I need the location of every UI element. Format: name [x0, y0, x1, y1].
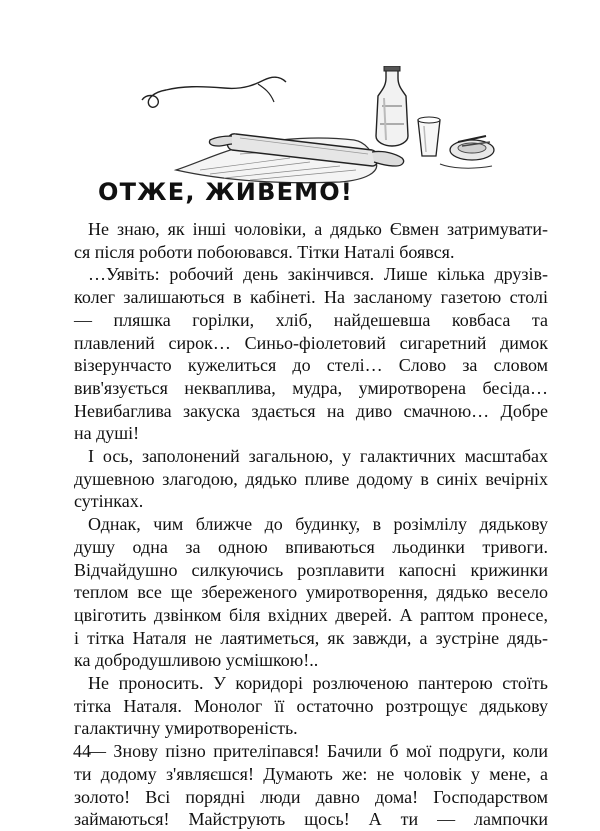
text-line: колег залишаються в кабінеті. На засланому газетою столі — [74, 287, 548, 308]
text-line: галактичну умиротвореність. — [74, 718, 298, 739]
paragraph — [74, 763, 548, 786]
paragraph — [74, 559, 548, 582]
paragraph — [74, 740, 548, 763]
text-line: ти додому з'являєшся! Думають же: не чоловік у мене, а — [74, 763, 548, 784]
paragraph — [74, 354, 548, 377]
text-line: душу одна за одною впиваються льодинки тривоги. — [74, 536, 548, 557]
text-line: вив'язується некваплива, мудра, умиротворена бесіда… — [74, 377, 548, 398]
paragraph — [74, 808, 548, 831]
text-line: на душі! — [74, 423, 140, 444]
text-line: Невибаглива закуска здається на диво смачною… Добре — [74, 400, 548, 421]
paragraph — [74, 513, 548, 536]
text-line: займаються! Майструють щось! А ти — лампочки — [74, 809, 548, 830]
paragraph — [74, 490, 548, 513]
paragraph — [74, 604, 548, 627]
text-line: золото! Всі порядні люди давно дома! Господарством — [74, 786, 548, 807]
text-line: сутінках. — [74, 491, 144, 512]
text-line: душевною злагодою, дядько пливе додому в синіх вечірніх — [74, 468, 548, 489]
text-line: теплом все ще збереженого умиротворення, дядько весело — [74, 582, 548, 603]
text-line: Відчайдушно силкуючись розплавити капосні крижинки — [74, 559, 548, 580]
paragraph — [74, 263, 548, 286]
paragraph — [74, 241, 548, 264]
text-line: ка добродушливою усмішкою!.. — [74, 650, 319, 671]
chapter-title: ОТЖЕ, ЖИВЕМО! — [98, 178, 354, 206]
decorative-swirl — [142, 77, 286, 107]
paragraph — [74, 581, 548, 604]
paragraph — [74, 649, 548, 672]
paragraph — [74, 695, 548, 718]
ashtray — [450, 136, 494, 160]
paragraph — [74, 717, 548, 740]
paragraph — [74, 422, 548, 445]
text-line: плавлений сирок… Синьо-фіолетовий сигаретний димок — [74, 332, 548, 353]
text-line: …Уявіть: робочий день закінчився. Лише кілька друзів- — [88, 264, 548, 285]
paragraph — [74, 286, 548, 309]
paragraph — [74, 786, 548, 809]
paragraph — [74, 332, 548, 355]
paragraph — [74, 218, 548, 241]
text-line: тітка Наталя. Монолог її остаточно розтрощує дядькову — [74, 695, 548, 716]
text-line: — Знову пізно прителіпався! Бачили б мої подруги, коли — [88, 741, 548, 762]
text-line: ся після роботи побоювався. Тітки Наталі боявся. — [74, 241, 455, 262]
text-line: Не проносить. У коридорі розлюченою пантерою стоїть — [88, 673, 548, 694]
paragraph — [74, 468, 548, 491]
paragraph — [74, 377, 548, 400]
text-line: візерунчасто кужелиться до стелі… Слово за словом — [74, 355, 548, 376]
paragraph — [74, 627, 548, 650]
paragraph — [74, 309, 548, 332]
paragraph — [74, 400, 548, 423]
body-text — [74, 218, 548, 831]
page-number: 44 — [73, 741, 91, 761]
bottle — [376, 66, 408, 146]
text-line: і тітка Наталя не лаятиметься, як завжди, а зустріне дядь- — [74, 627, 548, 648]
text-line: Однак, чим ближче до будинку, в розімлілу дядькову — [88, 514, 548, 535]
kitchen-table-illustration — [140, 66, 496, 184]
text-line: — пляшка горілки, хліб, найдешевша ковбаса та — [74, 309, 548, 330]
text-line: І ось, заполонений загальною, у галактичних масштабах — [88, 446, 548, 467]
paragraph — [74, 445, 548, 468]
text-line: цвіготить дзвінком біля вхідних дверей. А раптом пронесе, — [74, 604, 548, 625]
text-line: Не знаю, як інші чоловіки, а дядько Євмен затримувати- — [88, 219, 548, 239]
paragraph — [74, 536, 548, 559]
glass — [418, 117, 440, 156]
paragraph — [74, 672, 548, 695]
